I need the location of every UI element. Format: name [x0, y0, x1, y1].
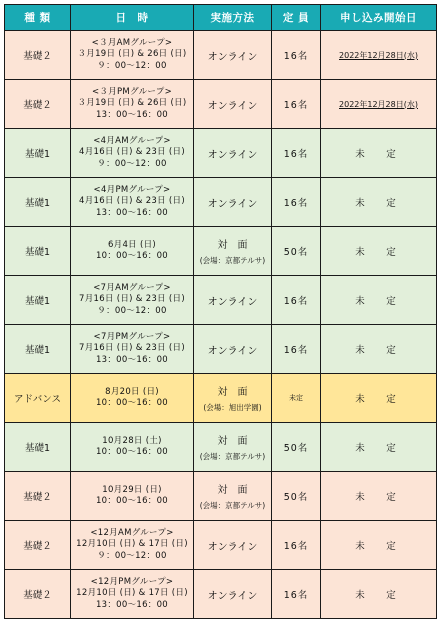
application-start-cell: 未 定 [321, 129, 437, 178]
header-row [5, 5, 437, 31]
session-time: ９：00～12：00 [97, 60, 167, 71]
group-label: <３月AMグループ> [91, 37, 173, 48]
method-cell [194, 31, 272, 80]
table-row [5, 31, 437, 80]
session-time: 13：00～16：00 [95, 207, 169, 218]
schedule-body [5, 31, 437, 619]
group-label: <12月AMグループ> [90, 527, 174, 538]
header-application: 申し込み開始日 [321, 5, 437, 31]
session-dates: ３月19日 (日) & 26日 (日) [77, 98, 187, 109]
session-dates: ３月19日 (日) & 26日 (日) [77, 49, 187, 60]
method-label: オンライン [207, 198, 258, 210]
session-dates: 7月16日 (日) & 23日 (日) [79, 294, 185, 305]
capacity-cell: 16名 [272, 570, 321, 619]
method-label: オンライン [207, 345, 258, 357]
method-label: オンライン [207, 296, 258, 308]
capacity-cell: 16名 [272, 178, 321, 227]
group-label: <12月PMグループ> [90, 576, 174, 587]
session-time: 13：00～16：00 [95, 109, 169, 120]
session-dates: 7月16日 (日) & 23日 (日) [79, 343, 185, 354]
table-row [5, 80, 437, 129]
application-start-cell: 未 定 [321, 570, 437, 619]
table-row [5, 129, 437, 178]
session-time: ９：00～12：00 [97, 158, 167, 169]
session-dates: 8月20日 (日) [105, 386, 159, 397]
table-row [5, 374, 437, 423]
header-category: 種 類 [5, 5, 71, 31]
method-cell [194, 521, 272, 570]
session-dates: 10月29日 (日) [102, 484, 162, 495]
method-label: 対 面 [217, 387, 248, 398]
table-row [5, 423, 437, 472]
venue-label: (会場：旭出学園) [203, 403, 262, 412]
method-cell [194, 570, 272, 619]
schedule-table [4, 4, 437, 619]
capacity-cell: 50名 [272, 423, 321, 472]
session-dates: 4月16日 (日) & 23日 (日) [79, 147, 185, 158]
application-start-cell: 未 定 [321, 472, 437, 521]
category-cell: 基礎２ [5, 521, 71, 570]
group-label: <３月PMグループ> [91, 86, 173, 97]
datetime-cell [71, 276, 194, 325]
application-start-cell: 未 定 [321, 521, 437, 570]
category-cell: アドバンス [5, 374, 71, 423]
category-cell: 基礎1 [5, 276, 71, 325]
session-dates: 6月4日 (日) [107, 239, 157, 250]
category-cell: 基礎２ [5, 570, 71, 619]
method-cell [194, 472, 272, 521]
session-dates: 12月10日 (日) & 17日 (日) [76, 588, 188, 599]
capacity-cell: 16名 [272, 325, 321, 374]
method-cell [194, 325, 272, 374]
method-label: 対 面 [217, 240, 248, 251]
application-start-cell: 未 定 [321, 227, 437, 276]
session-time: 13：00～16：00 [95, 599, 169, 610]
session-dates: 10月28日 (土) [102, 435, 162, 446]
method-label: オンライン [207, 100, 258, 112]
category-cell: 基礎２ [5, 80, 71, 129]
datetime-cell [71, 570, 194, 619]
method-cell [194, 129, 272, 178]
capacity-cell: 16名 [272, 31, 321, 80]
method-cell [194, 374, 272, 423]
group-label: <4月PMグループ> [93, 184, 171, 195]
table-row [5, 472, 437, 521]
session-time: 10：00～16：00 [95, 398, 169, 408]
venue-label: (会場：京都テルサ) [199, 501, 266, 510]
capacity-cell: 16名 [272, 276, 321, 325]
capacity-cell: 16名 [272, 521, 321, 570]
datetime-cell [71, 31, 194, 80]
group-label: <4月AMグループ> [93, 135, 171, 146]
category-cell: 基礎２ [5, 472, 71, 521]
capacity-cell: 未定 [272, 374, 321, 423]
capacity-cell: 16名 [272, 129, 321, 178]
session-time: ９：00～12：00 [97, 550, 167, 561]
header-capacity: 定 員 [272, 5, 321, 31]
method-cell [194, 227, 272, 276]
header-datetime: 日 時 [71, 5, 194, 31]
method-label: オンライン [207, 590, 258, 602]
capacity-cell: 16名 [272, 80, 321, 129]
method-label: オンライン [207, 149, 258, 161]
method-label: 対 面 [217, 436, 248, 447]
datetime-cell [71, 129, 194, 178]
method-cell [194, 423, 272, 472]
method-label: オンライン [207, 51, 258, 63]
method-cell [194, 80, 272, 129]
application-start-cell: 未 定 [321, 325, 437, 374]
capacity-cell: 50名 [272, 472, 321, 521]
method-label: 対 面 [217, 485, 248, 496]
table-row [5, 227, 437, 276]
application-start-cell[interactable]: 2022年12月28日(水) [321, 31, 437, 80]
method-label: オンライン [207, 541, 258, 553]
session-time: 10：00～16：00 [95, 251, 169, 261]
venue-label: (会場：京都テルサ) [199, 256, 266, 265]
table-row [5, 276, 437, 325]
category-cell: 基礎２ [5, 31, 71, 80]
table-row [5, 521, 437, 570]
session-time: 13：00～16：00 [95, 354, 169, 365]
datetime-cell [71, 325, 194, 374]
category-cell: 基礎1 [5, 129, 71, 178]
datetime-cell [71, 80, 194, 129]
session-time: 10：00～16：00 [95, 447, 169, 457]
venue-label: (会場：京都テルサ) [199, 452, 266, 461]
category-cell: 基礎1 [5, 325, 71, 374]
category-cell: 基礎1 [5, 178, 71, 227]
session-time: ９：00～12：00 [97, 305, 167, 316]
application-start-cell: 未 定 [321, 374, 437, 423]
datetime-cell [71, 227, 194, 276]
method-cell [194, 178, 272, 227]
application-start-cell[interactable]: 2022年12月28日(水) [321, 80, 437, 129]
session-time: 10：00～16：00 [95, 496, 169, 506]
datetime-cell [71, 178, 194, 227]
session-dates: 12月10日 (日) & 17日 (日) [76, 539, 188, 550]
application-start-cell: 未 定 [321, 178, 437, 227]
application-start-cell: 未 定 [321, 276, 437, 325]
method-cell [194, 276, 272, 325]
group-label: <7月PMグループ> [93, 331, 171, 342]
table-row [5, 178, 437, 227]
category-cell: 基礎1 [5, 423, 71, 472]
datetime-cell [71, 472, 194, 521]
application-start-cell: 未 定 [321, 423, 437, 472]
table-row [5, 570, 437, 619]
datetime-cell [71, 521, 194, 570]
group-label: <7月AMグループ> [93, 282, 171, 293]
header-method: 実施方法 [194, 5, 272, 31]
category-cell: 基礎1 [5, 227, 71, 276]
table-row [5, 325, 437, 374]
capacity-cell: 50名 [272, 227, 321, 276]
session-dates: 4月16日 (日) & 23日 (日) [79, 196, 185, 207]
datetime-cell [71, 423, 194, 472]
datetime-cell [71, 374, 194, 423]
